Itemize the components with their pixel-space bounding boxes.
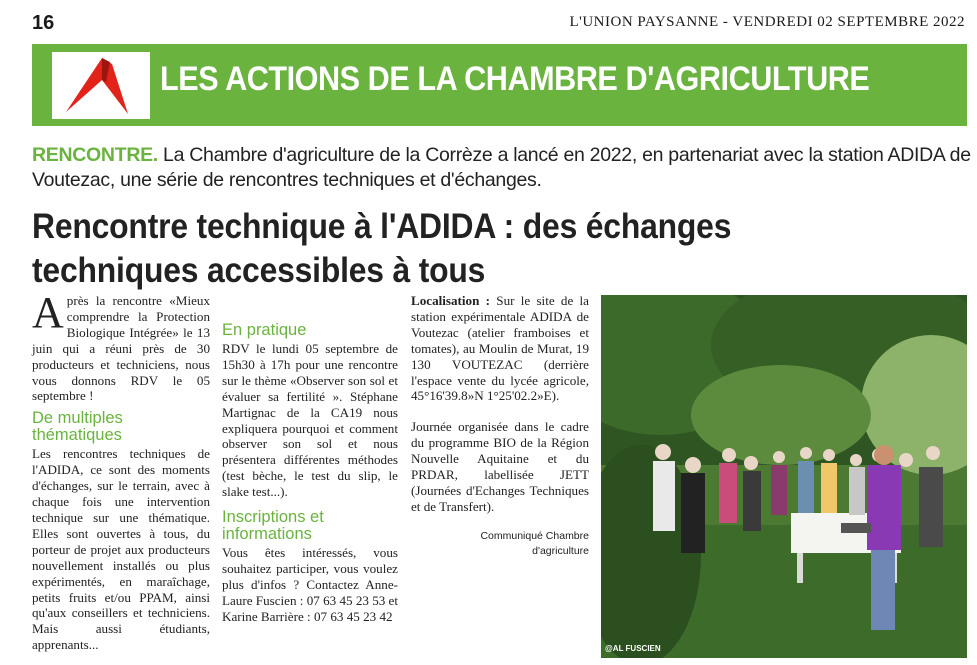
- organized-text: Journée organisée dans le cadre du programme BIO de la Région Nouvelle Aquitaine et du PRDAR, labellisée JETT (Journées d'Echanges Techniques et de Transfert).: [411, 419, 589, 514]
- page-number: 16: [32, 12, 55, 34]
- section-text-pratique: RDV le lundi 05 septembre de 15h30 à 17h pour une rencontre sur le thème «Observer son sol et évaluer sa fertilité ». Stéphane Martignac de la CA19 nous expliquera pourquoi et comment observer son sol et nous présentera différentes méthodes (test bèche, le test du slip, le slake test...).: [222, 341, 398, 500]
- article-lead: près la rencontre «Mieux comprendre la Protection Biologique Intégrée» le 13 juin qui a réuni près de 30 producteurs et techniciens, nous vous donnons RDV le 05 septembre !: [32, 293, 210, 404]
- intro-kicker: RENCONTRE.: [32, 144, 158, 166]
- banner-title: LES ACTIONS DE LA CHAMBRE D'AGRICULTURE: [160, 60, 870, 98]
- article-column-3: [411, 293, 589, 559]
- section-title-thematiques: De multiples thématiques: [32, 409, 123, 445]
- intro-text: La Chambre d'agriculture de la Corrèze a lancé en 2022, en partenariat avec la station ADIDA de Voutezac, une série de rencontres techniques et d'échanges.: [32, 144, 971, 191]
- location-text: Sur le site de la station expérimentale ADIDA de Voutezac (atelier framboises et tomates), au Moulin de Murat, 19 130 VOUTEZAC (derrière l'espace vente du lycée agricole, 45°16'39.8»N 1°25'02.2»E).: [411, 293, 589, 404]
- section-text-thematiques: Les rencontres techniques de l'ADIDA, ce sont des moments d'échanges, sur le terrain, avec à chaque fois une intervention technique sur une thématique. Elles sont ouvertes à tous, du porteur de projet aux producteurs nouvellement installés ou plus expérimentés, en maraîchage, petits fruits et/ou PPAM, ainsi qu'aux conseillers et techniciens. Mais aussi étudiants, apprenants...: [32, 446, 210, 653]
- section-title-pratique: En pratique: [222, 321, 307, 339]
- article-photo: [601, 295, 967, 658]
- location-label: Localisation :: [411, 293, 491, 308]
- section-banner: [32, 44, 967, 126]
- section-text-inscriptions: Vous êtes intéressés, vous souhaitez participer, vous voulez plus d'infos ? Contactez Anne-Laure Fuscien : 07 63 45 23 53 et Karine Barrière : 07 63 45 23 42: [222, 545, 399, 624]
- chambre-agriculture-logo-icon: [52, 52, 150, 119]
- intro-paragraph: [32, 143, 972, 193]
- press-credit-line-2: d'agriculture: [532, 544, 589, 557]
- article-column-2-sections: [222, 322, 398, 625]
- photo-illustration: [601, 295, 967, 658]
- press-credit-line-1: Communiqué Chambre: [480, 529, 589, 542]
- masthead: L'UNION PAYSANNE - VENDREDI 02 SEPTEMBRE 2022: [569, 14, 965, 30]
- article-headline: Rencontre technique à l'ADIDA : des échanges techniques accessibles à tous: [32, 207, 732, 290]
- article-column-1: [32, 288, 210, 653]
- drop-cap: A: [32, 288, 64, 337]
- press-credit: [411, 529, 589, 559]
- photo-credit: @AL FUSCIEN: [605, 644, 661, 653]
- section-title-inscriptions: Inscriptions et informations: [222, 508, 324, 544]
